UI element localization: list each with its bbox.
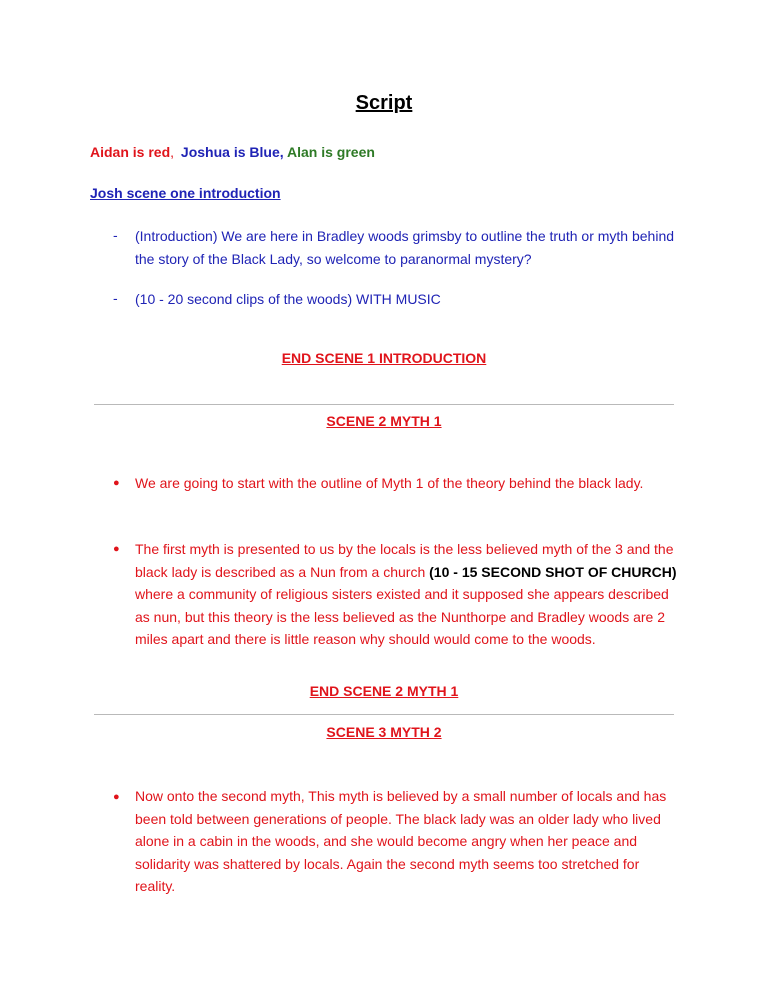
list-dash: -	[113, 290, 118, 306]
bullet-icon: ●	[113, 791, 120, 803]
list-item: (Introduction) We are here in Bradley woods grimsby to outline the truth or myth behind the story of the Black Lady, so welcome to paranormal mystery?	[135, 228, 675, 267]
list-item	[135, 538, 680, 651]
legend-separator: ,	[170, 144, 175, 160]
section-divider	[94, 714, 674, 715]
list-item-text: The first myth is presented to us by the locals is the less believed myth of the 3 and the black lady is described as a Nun from a church	[135, 541, 674, 580]
end-scene2-label: END SCENE 2 MYTH 1	[309, 683, 459, 699]
legend-separator: ,	[279, 144, 284, 160]
legend-aidan: Aidan is red	[90, 144, 171, 160]
legend-joshua: Joshua is Blue	[180, 144, 280, 160]
list-dash: -	[113, 227, 118, 243]
bullet-icon: ●	[113, 543, 120, 555]
scene3-heading: SCENE 3 MYTH 2	[326, 724, 442, 740]
list-item: We are going to start with the outline of Myth 1 of the theory behind the black lady.	[135, 475, 644, 491]
color-legend	[90, 144, 375, 160]
scene1-heading: Josh scene one introduction	[90, 185, 281, 201]
legend-alan: Alan is green	[287, 144, 375, 160]
list-item: Now onto the second myth, This myth is believed by a small number of locals and has been told between generations of people. The black lady was an older lady who lived alone in a cabin in the woods, and she would become angry when her peace and solidarity was shattered by locals. Again the second myth seems too stretched for reality.	[135, 788, 667, 894]
list-item: (10 - 20 second clips of the woods) WITH MUSIC	[135, 291, 441, 307]
end-scene1-label: END SCENE 1 INTRODUCTION	[281, 350, 487, 366]
scene2-heading: SCENE 2 MYTH 1	[326, 413, 442, 429]
shot-direction: (10 - 15 SECOND SHOT OF CHURCH)	[429, 563, 677, 580]
bullet-icon: ●	[113, 477, 120, 489]
list-item-text: where a community of religious sisters existed and it supposed she appears described as nun, but this theory is the less believed as the Nunthorpe and Bradley woods are 2 miles apart and there is little reason why should would come to the woods.	[135, 586, 669, 647]
section-divider	[94, 404, 674, 405]
page-title: Script	[355, 92, 413, 114]
